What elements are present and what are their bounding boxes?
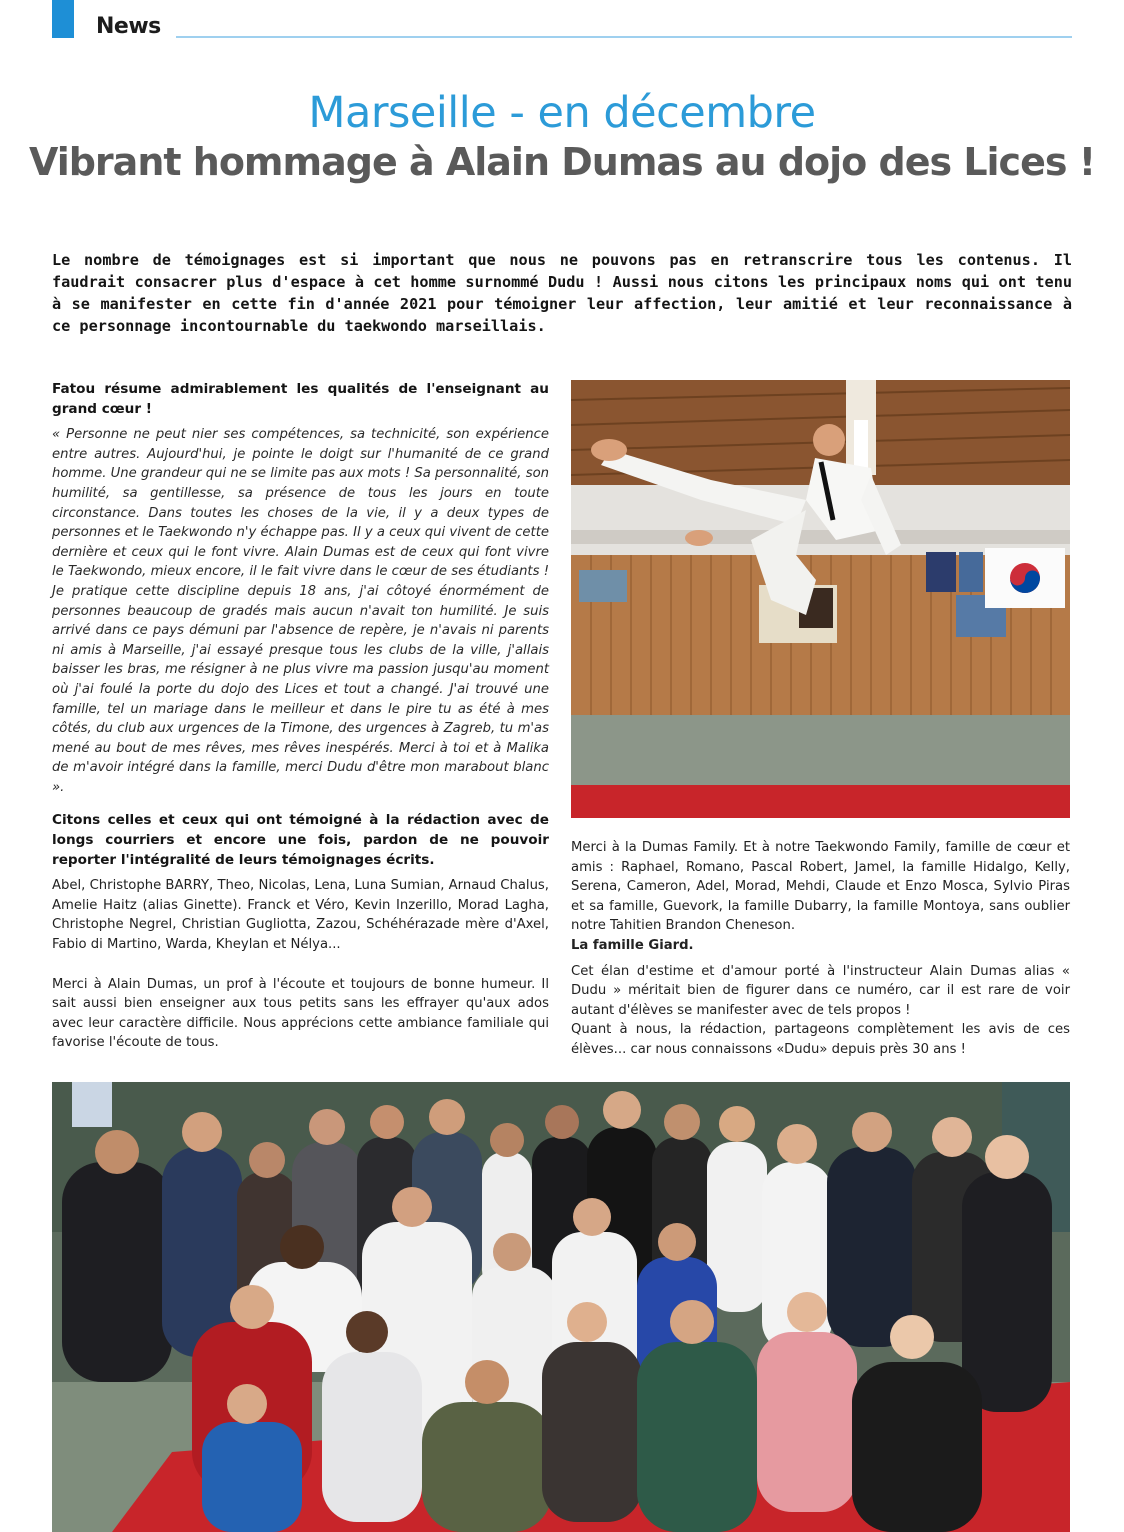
section-label: News (96, 14, 161, 39)
famille-giard: La famille Giard. (571, 937, 694, 953)
witness-names: Abel, Christophe BARRY, Theo, Nicolas, Lena, Luna Sumian, Arnaud Chalus, Amelie Haitz (alias Ginette). Franck et Véro, Kevin Inzerillo, Morad Lagha, Christophe Negrel, Christian Gugliotta, Zazou, Schéhérazade mère d'Axel, Fabio di Martino, Warda, Kheylan et Nélya... (52, 878, 549, 953)
merci-paragraph: Merci à Alain Dumas, un prof à l'écoute et toujours de bonne humeur. Il sait aussi bien enseigner aux tous petits sans les effrayer qu'aux ados avec leur caractère difficile. Nous apprécions cette ambiance familiale qui favorise l'écoute de tous. (52, 976, 549, 1051)
section-tab-marker (52, 0, 74, 38)
family-thanks: Merci à la Dumas Family. Et à notre Taekwondo Family, famille de cœur et amis : Raphael, Romano, Pascal Robert, Jamel, la famille Hidalgo, Kelly, Serena, Cameron, Adel, Morad, Mehdi, Claude et Enzo Mosca, Sylvio Piras et sa famille, Guevork, la famille Dubarry, la famille Montoya, sans oublier notre Tahitien Brandon Cheneson. (571, 840, 1070, 934)
left-column (52, 380, 549, 1053)
article-headline: Vibrant hommage à Alain Dumas au dojo des Lices ! (28, 140, 1096, 184)
fatou-quote: « Personne ne peut nier ses compétences, sa technicité, son expérience entre autres. Aujourd'hui, je pointe le doigt sur l'humanité de ce grand homme. Une grandeur qui ne se limite pas aux mots ! Sa personnalité, son humilité, sa gentillesse, sa présence de tous les jours en toute circonstance. Dans toutes les choses de la vie, il y a deux types de personnes et le Taekwondo n'y échappe pas. Il y a ceux qui vivent de cette dernière et ceux qui le font vivre. Alain Dumas est de ceux qui font vivre le Taekwondo, mieux encore, il le fait vivre dans le cœur de ses étudiants ! Je pratique cette discipline depuis 18 ans, j'ai côtoyé énormément de personnes beaucoup de gradés mais aucun n'avait ton humilité. Je suis arrivé dans ce pays démuni par l'absence de repère, je n'avais ni parents ni amis à Marseille, j'ai essayé presque tous les clubs de la ville, j'allais baisser les bras, me résigner à ne plus vivre ma passion jusqu'au moment où j'ai foulé la porte du dojo des Lices et tout a changé. J'ai trouvé une famille, tel un mariage dans le meilleur et dans le pire tu as été à mes côtés, du club aux urgences de la Timone, des urgences à Zagreb, tu m'as mené au bout de mes rêves, mes rêves inespérés. Merci à toi et à Malika de m'avoir intégré dans la famille, merci Dudu d'être mon marabout blanc ». (52, 427, 549, 795)
article-lead: Le nombre de témoignages est si important que nous ne pouvons pas en retranscrire tous les contenus. Il faudrait consacrer plus d'espace à cet homme surnommé Dudu ! Aussi nous citons les principaux noms qui ont tenu à se manifester en cette fin d'année 2021 pour témoigner leur affection, leur amitié et leur reconnaissance à ce personnage incontournable du taekwondo marseillais. (52, 251, 1072, 336)
right-column (571, 838, 1070, 1060)
citons-heading: Citons celles et ceux qui ont témoigné à la rédaction avec de longs courriers et encore une fois, pardon de ne pouvoir reporter l'intégralité de leurs témoignages écrits. (52, 812, 549, 868)
photo-group (52, 1082, 1070, 1532)
section-divider (176, 36, 1072, 38)
article-kicker: Marseille - en décembre (308, 88, 816, 138)
photo-flying-kick (571, 380, 1070, 818)
closing-paragraph: Quant à nous, la rédaction, partageons complètement les avis de ces élèves... car nous connaissons «Dudu» depuis près 30 ans ! (571, 1022, 1070, 1057)
elan-paragraph: Cet élan d'estime et d'amour porté à l'instructeur Alain Dumas alias « Dudu » méritait bien de figurer dans ce numéro, car il est rare de voir autant d'élèves se manifester avec de tels propos ! (571, 963, 1070, 1018)
fatou-intro: Fatou résume admirablement les qualités de l'enseignant au grand cœur ! (52, 381, 549, 417)
